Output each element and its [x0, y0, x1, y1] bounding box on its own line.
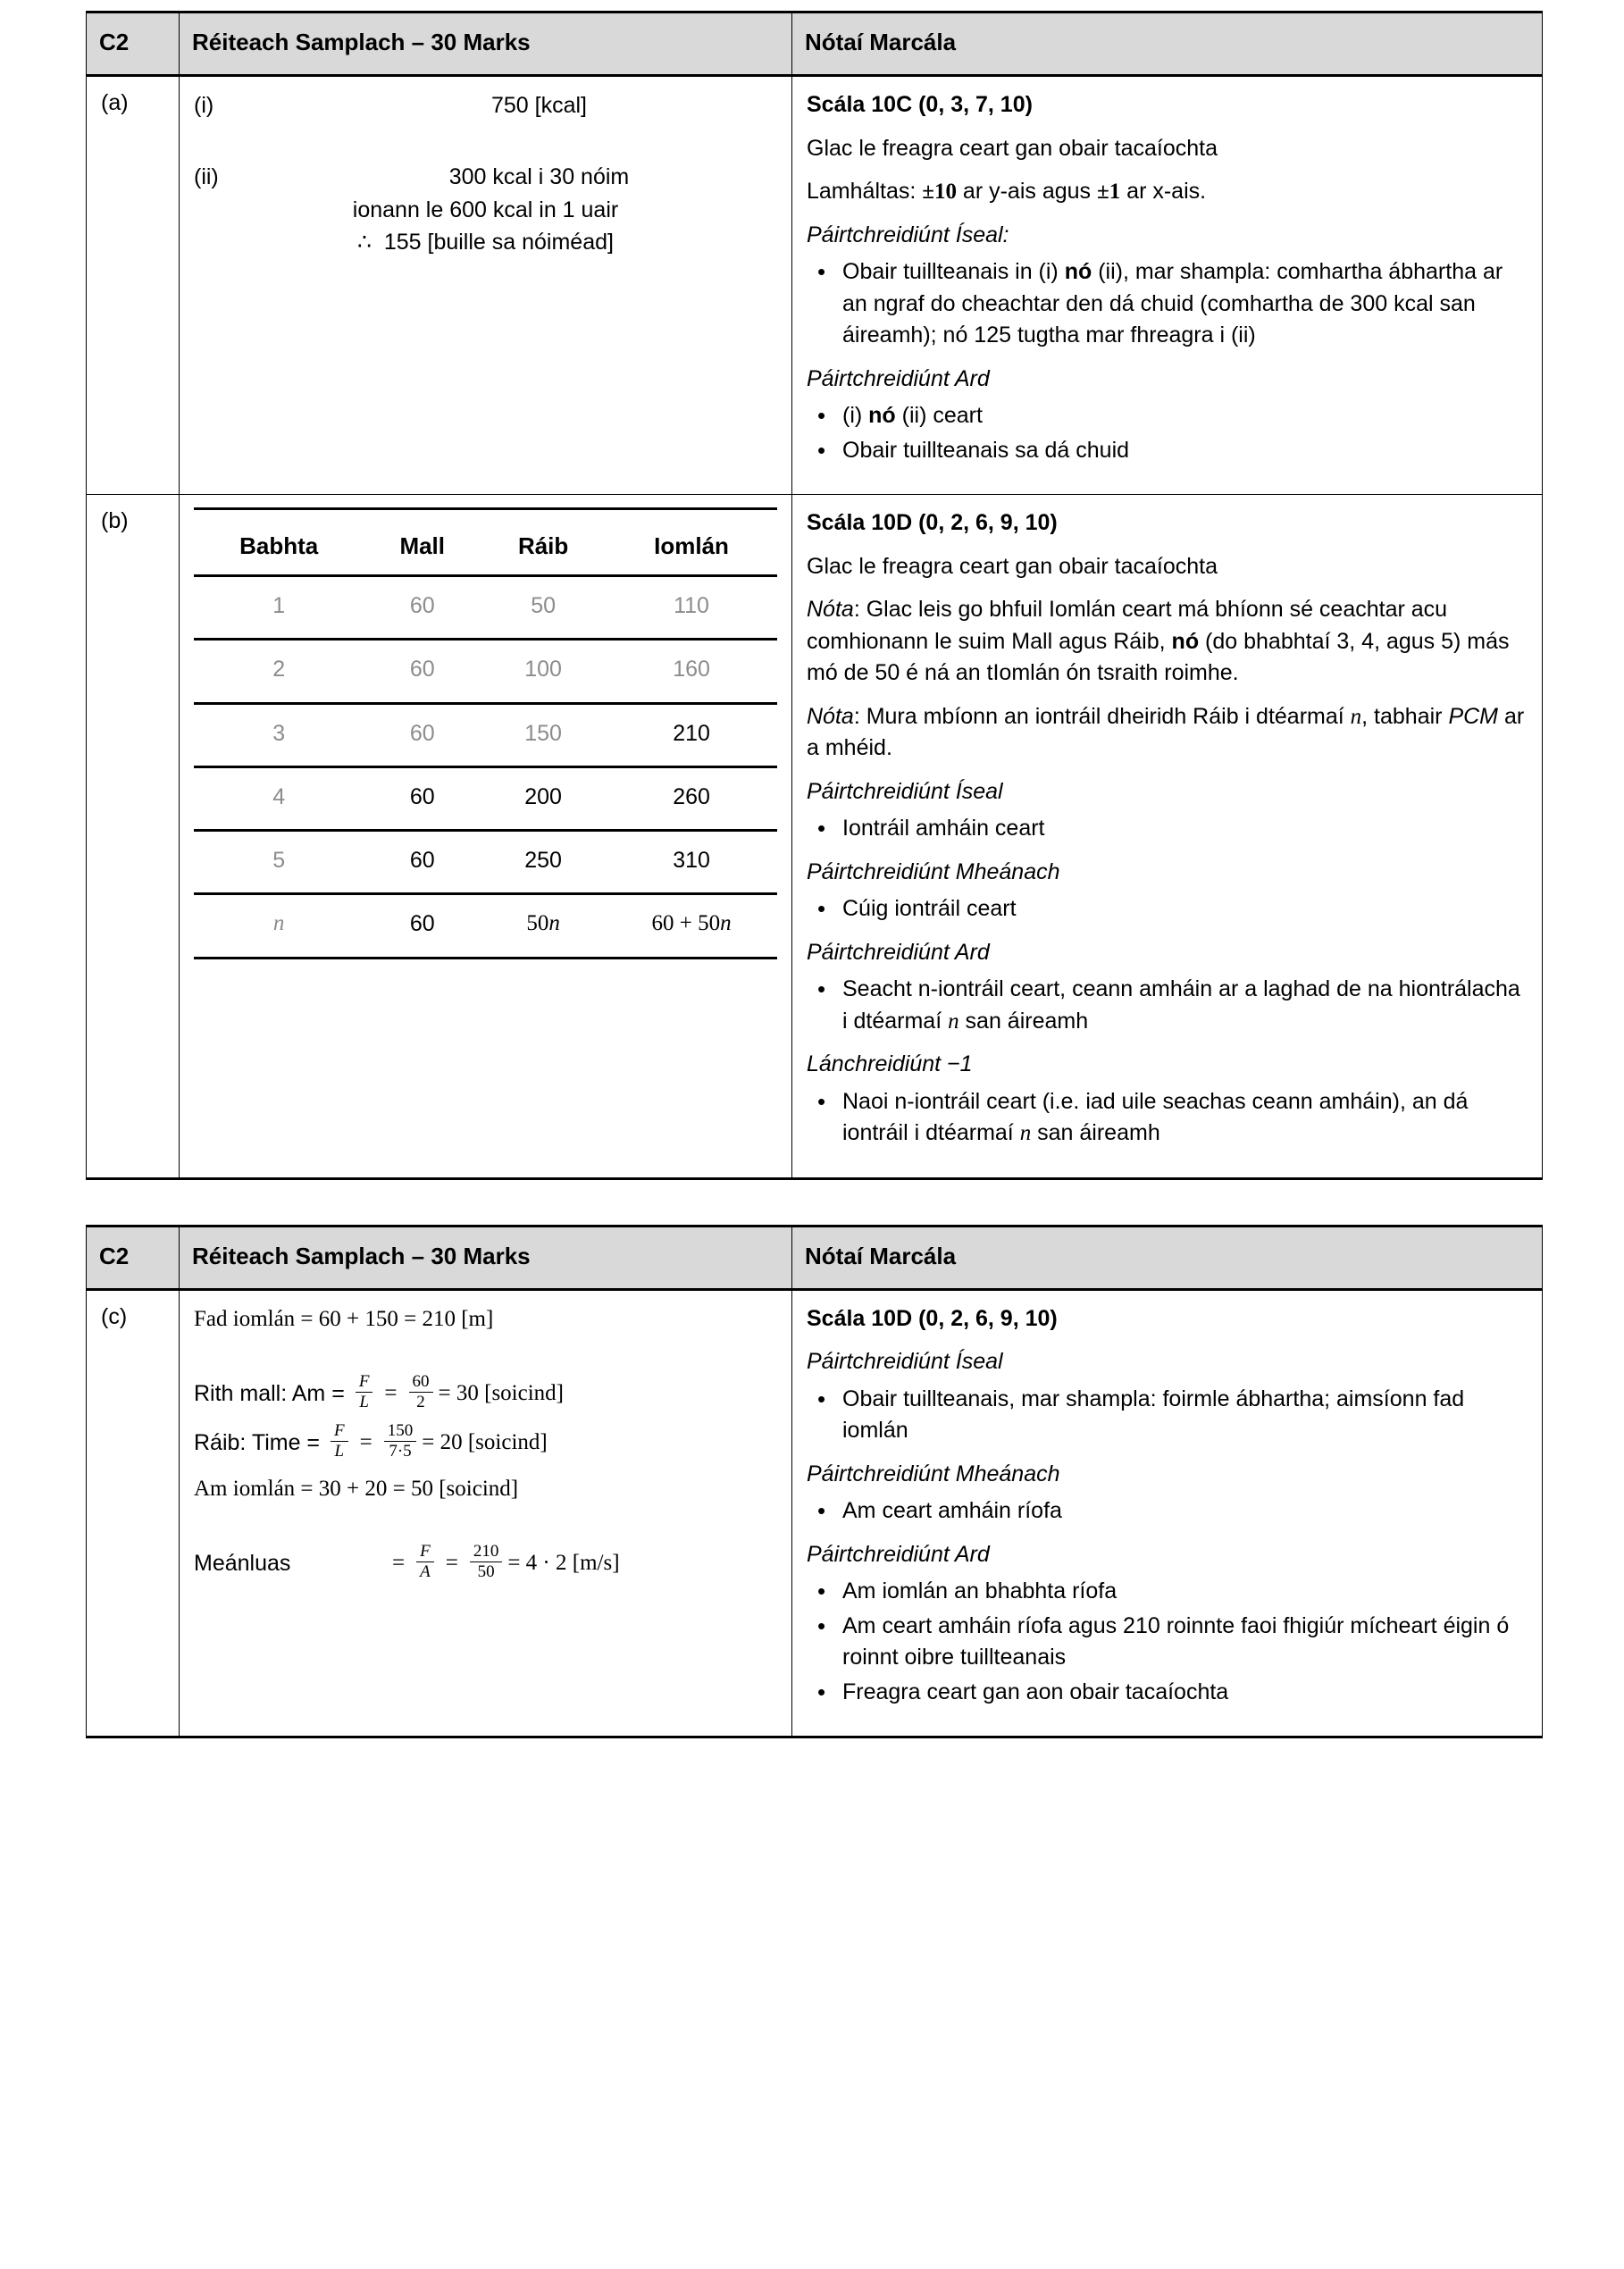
fad-iomlan-line: Fad iomlán = 60 + 150 = 210 [m]	[194, 1306, 494, 1331]
rith-mall-equation	[194, 1371, 777, 1413]
column-header-mall: Mall	[364, 509, 481, 576]
high-credit-heading: Páirtchreidiúnt Ard	[807, 939, 990, 965]
row-label-c: (c)	[87, 1289, 180, 1737]
note-1: Nóta: Glac leis go bhfuil Iomlán ceart má bhíonn sé ceachtar acu comhionann le suim Mall agus Ráib, nó (do bhabhtaí 3, 4, agus 5) más mó de 50 é ná an tIomlán ón tsraith roimhe.	[807, 597, 1510, 685]
fraction-f-over-l	[331, 1422, 348, 1461]
header-notes-title: Nótaí Marcála	[792, 1226, 1543, 1289]
cell-mall: 60	[364, 576, 481, 640]
fraction-numerator: F	[420, 1541, 431, 1561]
cell-mall: 60	[364, 894, 481, 958]
equals-sign: =	[445, 1551, 458, 1576]
cell-mall: 60	[364, 831, 481, 894]
fraction-150-over-7point5	[384, 1422, 417, 1461]
scale-label: Scála 10D (0, 2, 6, 9, 10)	[807, 1305, 1058, 1331]
marking-table-2	[86, 1225, 1543, 1739]
fraction-numerator: F	[334, 1420, 345, 1440]
list-item: • Am ceart amháin ríofa	[841, 1495, 1528, 1528]
header-solution-title: Réiteach Samplach – 30 Marks	[180, 1226, 792, 1289]
equals-sign: =	[359, 1429, 373, 1454]
list-item: • Iontráil amháin ceart	[841, 813, 1528, 845]
part-ii-value: 300 kcal i 30 nóim	[448, 164, 630, 190]
notes-cell-c	[792, 1289, 1543, 1737]
list-item: • Am ceart amháin ríofa agus 210 roinnte faoi fhigiúr mícheart éigin ó roinnt oibre tuillteanais	[841, 1611, 1528, 1674]
table-row	[194, 894, 777, 958]
meanluas-label: Meánluas	[194, 1551, 291, 1577]
high-credit-list	[807, 400, 1528, 466]
cell-iomlan: 110	[606, 576, 777, 640]
high-credit-list	[807, 974, 1528, 1037]
mid-credit-list	[807, 1495, 1528, 1528]
am-iomlan-line: Am iomlán = 30 + 20 = 50 [soicind]	[194, 1476, 519, 1501]
tolerance-mid: ar y-ais agus	[956, 179, 1097, 204]
fraction-denominator: L	[331, 1441, 348, 1461]
fraction-f-over-l	[356, 1373, 373, 1411]
cell-iomlan: 160	[606, 640, 777, 703]
cell-raib: 50n	[481, 894, 606, 958]
cell-mall: 60	[364, 703, 481, 766]
low-credit-list	[807, 1384, 1528, 1447]
notes-cell-b	[792, 495, 1543, 1179]
row-label-a: (a)	[87, 76, 180, 495]
list-item: • Seacht n-iontráil ceart, ceann amháin ar a laghad de na hiontrálacha i dtéarmaí n san áireamh	[841, 974, 1528, 1037]
list-item: • Obair tuillteanais sa dá chuid	[841, 435, 1528, 467]
fraction-numerator: 210	[473, 1541, 499, 1561]
table-row	[194, 703, 777, 766]
mid-credit-list	[807, 893, 1528, 925]
marking-table-1	[86, 11, 1543, 1180]
list-item: • Freagra ceart gan aon obair tacaíochta	[841, 1677, 1528, 1709]
header-code: C2	[87, 1226, 180, 1289]
cell-iomlan: 210	[606, 703, 777, 766]
cell-mall: 60	[364, 766, 481, 830]
cell-raib: 100	[481, 640, 606, 703]
cell-raib: 150	[481, 703, 606, 766]
part-ii-number: (ii)	[194, 164, 219, 190]
fraction-denominator: 50	[470, 1562, 503, 1581]
rith-mall-label: Rith mall: Am =	[194, 1381, 345, 1407]
high-credit-heading: Páirtchreidiúnt Ard	[807, 365, 990, 391]
part-i-number: (i)	[194, 93, 214, 118]
header-code: C2	[87, 13, 180, 76]
notes-cell-a	[792, 76, 1543, 495]
table-row-a	[87, 76, 1543, 495]
tolerance-note	[807, 176, 1528, 208]
table-row-b	[87, 495, 1543, 1179]
cell-babhta: 5	[194, 831, 364, 894]
note-2-label: Nóta	[807, 703, 854, 729]
cell-raib: 50	[481, 576, 606, 640]
table-row	[194, 640, 777, 703]
cell-iomlan: 260	[606, 766, 777, 830]
raib-equation	[194, 1420, 777, 1462]
column-header-raib: Ráib	[481, 509, 606, 576]
sequence-header-row	[194, 509, 777, 576]
table-header-row	[87, 1226, 1543, 1289]
note-2: Nóta: Mura mbíonn an iontráil dheiridh Ráib i dtéarmaí n, tabhair PCM ar a mhéid.	[807, 703, 1525, 760]
raib-label: Ráib: Time =	[194, 1429, 321, 1455]
fraction-numerator: F	[358, 1371, 370, 1391]
equals-sign: =	[384, 1381, 398, 1406]
low-credit-heading: Páirtchreidiúnt Íseal	[807, 1349, 1003, 1374]
cell-babhta: 4	[194, 766, 364, 830]
equals-sign: =	[392, 1551, 406, 1576]
low-credit-list	[807, 813, 1528, 845]
table-row-c	[87, 1289, 1543, 1737]
fraction-60-over-2	[409, 1373, 433, 1411]
note-1-label: Nóta	[807, 597, 854, 622]
sequence-table	[194, 507, 777, 959]
high-credit-heading: Páirtchreidiúnt Ard	[807, 1541, 990, 1567]
tolerance-x: ±1	[1097, 180, 1121, 204]
fraction-denominator: L	[356, 1392, 373, 1411]
list-item: • Naoi n-iontráil ceart (i.e. iad uile seachas ceann amháin), an dá iontráil i dtéarmaí n san áireamh	[841, 1086, 1528, 1150]
cell-babhta: 2	[194, 640, 364, 703]
column-header-babhta: Babhta	[194, 509, 364, 576]
solution-cell-c	[180, 1289, 792, 1737]
table-row	[194, 576, 777, 640]
cell-mall: 60	[364, 640, 481, 703]
cell-babhta: 1	[194, 576, 364, 640]
fraction-210-over-50	[470, 1543, 503, 1581]
part-ii-line3-text: 155 [buille sa nóiméad]	[383, 229, 614, 255]
tolerance-y: ±10	[922, 180, 957, 204]
part-i-value: 750 [kcal]	[490, 93, 587, 118]
scale-label: Scála 10D (0, 2, 6, 9, 10)	[807, 510, 1058, 535]
spacer	[194, 121, 777, 161]
spacer	[194, 1505, 777, 1545]
table-row	[194, 831, 777, 894]
fraction-denominator: 2	[409, 1392, 433, 1411]
scale-label: Scála 10C (0, 3, 7, 10)	[807, 92, 1033, 117]
meanluas-result: = 4 · 2 [m/s]	[507, 1551, 620, 1576]
rith-mall-result: = 30 [soicind]	[438, 1381, 564, 1406]
fraction-denominator: A	[416, 1562, 434, 1581]
low-credit-heading: Páirtchreidiúnt Íseal:	[807, 222, 1009, 247]
therefore-icon: ∴	[357, 230, 372, 255]
cell-babhta: 3	[194, 703, 364, 766]
column-header-iomlan: Iomlán	[606, 509, 777, 576]
full-credit-heading: Lánchreidiúnt −1	[807, 1051, 973, 1076]
tolerance-suffix: ar x-ais.	[1120, 179, 1207, 204]
fraction-denominator: 7·5	[384, 1441, 417, 1461]
cell-babhta: n	[194, 894, 364, 958]
cell-raib: 200	[481, 766, 606, 830]
high-credit-list	[807, 1576, 1528, 1708]
meanluas-equation	[194, 1541, 777, 1583]
tolerance-prefix: Lamháltas:	[807, 179, 923, 204]
low-credit-heading: Páirtchreidiúnt Íseal	[807, 778, 1003, 804]
fraction-numerator: 150	[387, 1420, 414, 1440]
cell-iomlan: 60 + 50n	[606, 894, 777, 958]
part-ii-line3	[194, 226, 777, 259]
table-row	[194, 766, 777, 830]
fraction-numerator: 60	[412, 1371, 430, 1391]
mid-credit-heading: Páirtchreidiúnt Mheánach	[807, 1461, 1060, 1486]
accept-note: Glac le freagra ceart gan obair tacaíochta	[807, 553, 1218, 579]
part-ii-line	[194, 161, 777, 193]
list-item: • Obair tuillteanais, mar shampla: foirmle ábhartha; aimsíonn fad iomlán	[841, 1384, 1528, 1447]
list-item: • Am iomlán an bhabhta ríofa	[841, 1576, 1528, 1608]
list-item: • (i) nó (ii) ceart	[841, 400, 1528, 432]
header-notes-title: Nótaí Marcála	[792, 13, 1543, 76]
full-credit-list	[807, 1086, 1528, 1150]
header-solution-title: Réiteach Samplach – 30 Marks	[180, 13, 792, 76]
part-i-line	[194, 89, 777, 121]
list-item: • Obair tuillteanais in (i) nó (ii), mar shampla: comhartha ábhartha ar an ngraf do cheachtar den dá chuid (comhartha de 300 kcal san áireamh); nó 125 tugtha mar fhreagra i (ii)	[841, 256, 1528, 352]
row-label-b: (b)	[87, 495, 180, 1179]
cell-raib: 250	[481, 831, 606, 894]
accept-note: Glac le freagra ceart gan obair tacaíochta	[807, 135, 1218, 161]
solution-cell-b	[180, 495, 792, 1179]
list-item: • Cúig iontráil ceart	[841, 893, 1528, 925]
solution-cell-a	[180, 76, 792, 495]
spacer	[194, 1335, 777, 1375]
raib-result: = 20 [soicind]	[422, 1429, 548, 1454]
low-credit-list	[807, 256, 1528, 352]
fraction-f-over-a	[416, 1543, 434, 1581]
part-ii-line2: ionann le 600 kcal in 1 uair	[352, 197, 619, 222]
mid-credit-heading: Páirtchreidiúnt Mheánach	[807, 858, 1060, 884]
table-header-row	[87, 13, 1543, 76]
cell-iomlan: 310	[606, 831, 777, 894]
